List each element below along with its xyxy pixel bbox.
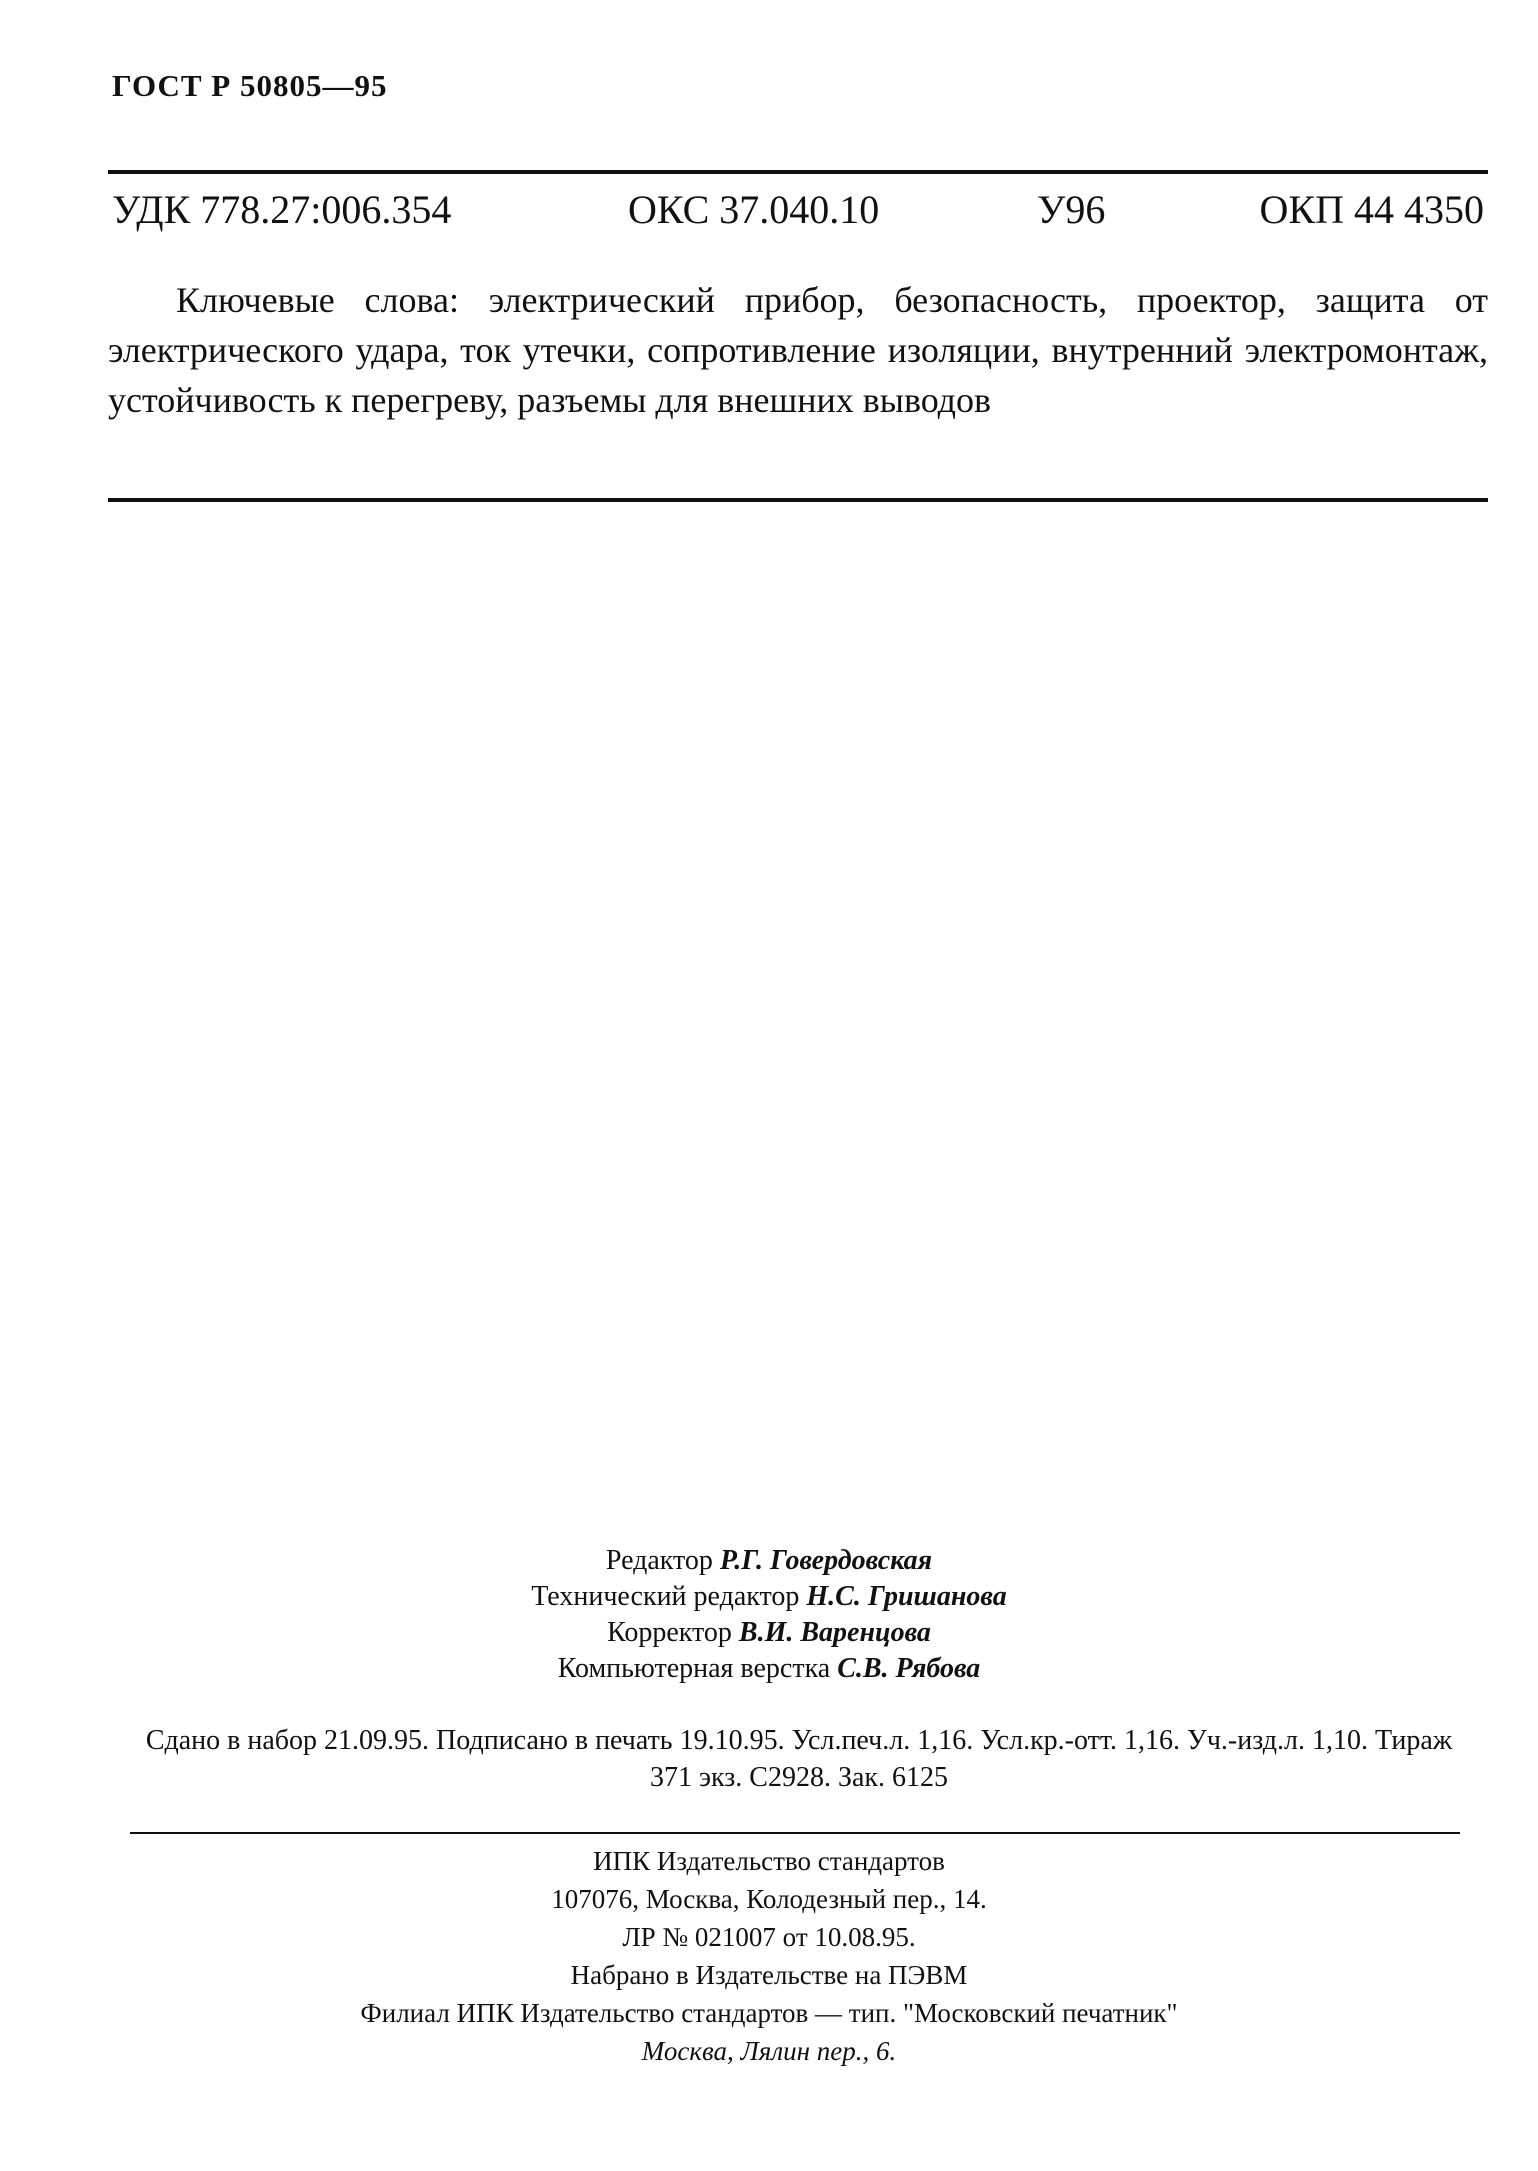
publisher-name: ИПК Издательство стандартов bbox=[593, 1846, 945, 1876]
credit-person: Н.С. Гришанова bbox=[806, 1581, 1007, 1612]
credit-person: Р.Г. Говердовская bbox=[719, 1545, 933, 1576]
document-code-header: ГОСТ Р 50805—95 bbox=[112, 68, 388, 103]
publisher-address: 107076, Москва, Колодезный пер., 14. bbox=[551, 1884, 987, 1914]
group-code: У96 bbox=[1037, 187, 1106, 232]
credits-block bbox=[0, 1543, 1538, 1687]
credit-person: В.И. Варенцова bbox=[738, 1617, 931, 1648]
keywords-paragraph: Ключевые слова: электрический прибор, безопасность, проектор, защита от электрического удара, ток утечки, сопротивление изоляции, внутренний электромонтаж, устойчивость к перегреву, разъемы для внешних выводов bbox=[108, 280, 1488, 420]
credit-layout bbox=[0, 1651, 1538, 1687]
oks-code: ОКС 37.040.10 bbox=[628, 187, 880, 232]
keywords-divider bbox=[108, 498, 1488, 502]
publisher-typeset: Набрано в Издательстве на ПЭВМ bbox=[570, 1960, 968, 1990]
credit-person: С.В. Рябова bbox=[837, 1653, 981, 1684]
credit-editor bbox=[0, 1543, 1538, 1579]
classification-row bbox=[112, 186, 1484, 236]
footer-divider bbox=[130, 1832, 1460, 1834]
credit-proofreader bbox=[0, 1615, 1538, 1651]
print-data-block bbox=[138, 1722, 1460, 1796]
publisher-branch-address: Москва, Лялин пер., 6. bbox=[641, 2036, 897, 2066]
udk-code: УДК 778.27:006.354 bbox=[112, 187, 452, 232]
okp-code: ОКП 44 4350 bbox=[1259, 187, 1484, 232]
credit-role: Компьютерная верстка bbox=[557, 1653, 831, 1684]
print-data-text: Сдано в набор 21.09.95. Подписано в печать 19.10.95. Усл.печ.л. 1,16. Усл.кр.-отт. 1,16. Уч.-изд.л. 1,10. Тираж 371 экз. С2928. Зак. 6125 bbox=[145, 1725, 1453, 1793]
publisher-block bbox=[0, 1842, 1538, 2070]
credit-role: Корректор bbox=[607, 1617, 732, 1648]
publisher-branch: Филиал ИПК Издательство стандартов — тип. "Московский печатник" bbox=[360, 1998, 1178, 2028]
credit-role: Технический редактор bbox=[531, 1581, 800, 1612]
top-divider bbox=[108, 170, 1488, 174]
publisher-license: ЛР № 021007 от 10.08.95. bbox=[622, 1922, 916, 1952]
credit-role: Редактор bbox=[605, 1545, 713, 1576]
credit-tech-editor bbox=[0, 1579, 1538, 1615]
